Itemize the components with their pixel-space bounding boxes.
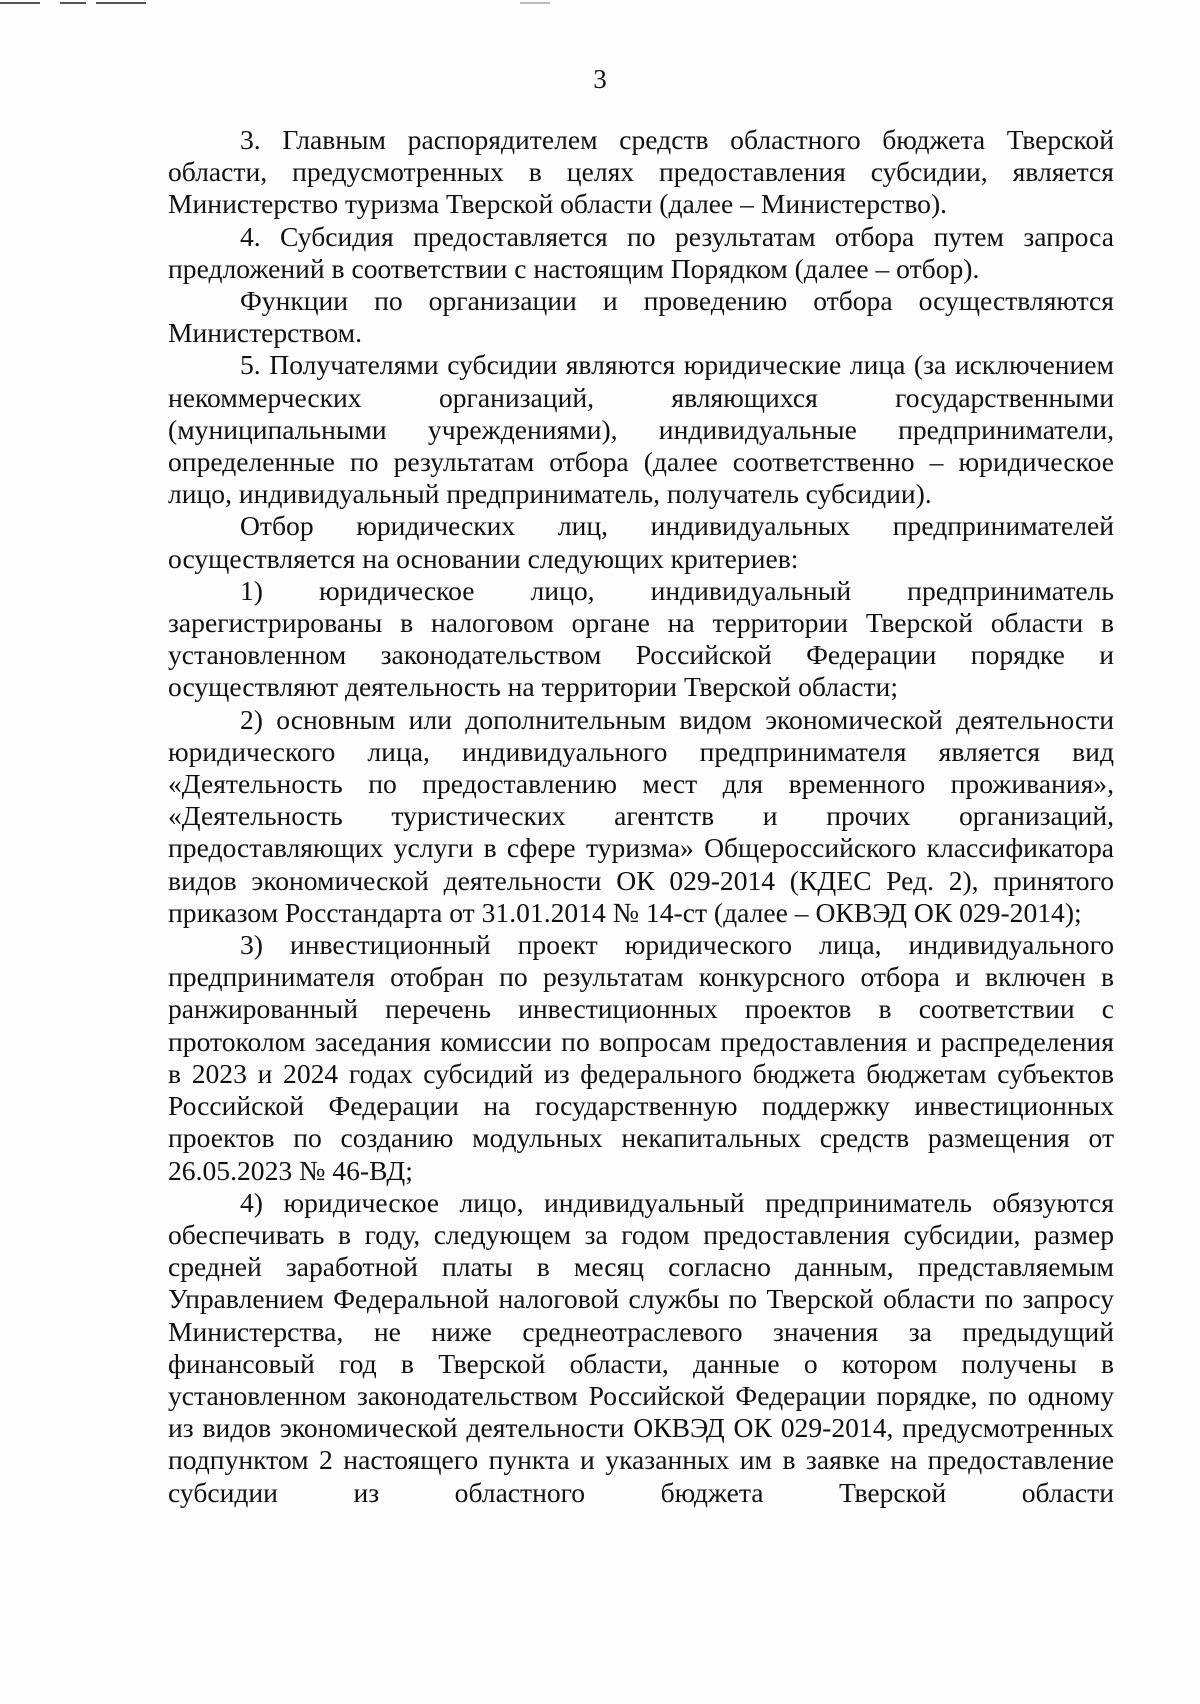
criterion-3: 3) инвестиционный проект юридического лица, индивидуального предпринимателя отобран по результатам конкурсного отбора и включен в ранжированный перечень инвестиционных проектов в соответствии с протоколом заседания комиссии по вопросам предоставления и распределения в 2023 и 2024 годах субсидий из федерального бюджета бюджетам субъектов Российской Федерации на государственную поддержку инвестиционных проектов по созданию модульных некапитальных средств размещения от 26.05.2023 № 46-ВД; bbox=[168, 929, 1114, 1186]
document-body bbox=[168, 124, 1114, 1509]
paragraph-3: 3. Главным распорядителем средств областного бюджета Тверской области, предусмотренных в целях предоставления субсидии, является Министерство туризма Тверской области (далее – Министерство). bbox=[168, 124, 1114, 220]
paragraph-functions: Функции по организации и проведению отбора осуществляются Министерством. bbox=[168, 285, 1114, 349]
paragraph-4: 4. Субсидия предоставляется по результатам отбора путем запроса предложений в соответствии с настоящим Порядком (далее – отбор). bbox=[168, 220, 1114, 284]
paragraph-selection-criteria: Отбор юридических лиц, индивидуальных предпринимателей осуществляется на основании следующих критериев: bbox=[168, 510, 1114, 574]
criterion-4: 4) юридическое лицо, индивидуальный предприниматель обязуются обеспечивать в году, следующем за годом предоставления субсидии, размер средней заработной платы в месяц согласно данным, представляемым Управлением Федеральной налоговой службы по Тверской области по запросу Министерства, не ниже среднеотраслевого значения за предыдущий финансовый год в Тверской области, данные о котором получены в установленном законодательством Российской Федерации порядке, по одному из видов экономической деятельности ОКВЭД ОК 029-2014, предусмотренных подпунктом 2 настоящего пункта и указанных им в заявке на предоставление субсидии из областного бюджета Тверской области bbox=[168, 1186, 1114, 1508]
criterion-2: 2) основным или дополнительным видом экономической деятельности юридического лица, индивидуального предпринимателя является вид «Деятельность по предоставлению мест для временного проживания», «Деятельность туристических агентств и прочих организаций, предоставляющих услуги в сфере туризма» Общероссийского классификатора видов экономической деятельности ОК 029-2014 (КДЕС Ред. 2), принятого приказом Росстандарта от 31.01.2014 № 14-ст (далее – ОКВЭД ОК 029-2014); bbox=[168, 703, 1114, 928]
scan-edge-marks bbox=[0, 0, 1200, 8]
page-number: 3 bbox=[593, 64, 607, 94]
paragraph-5: 5. Получателями субсидии являются юридические лица (за исключением некоммерческих организаций, являющихся государственными (муниципальными учреждениями), индивидуальные предприниматели, определенные по результатам отбора (далее соответственно – юридическое лицо, индивидуальный предприниматель, получатель субсидии). bbox=[168, 349, 1114, 510]
criterion-1: 1) юридическое лицо, индивидуальный предприниматель зарегистрированы в налоговом органе на территории Тверской области в установленном законодательством Российской Федерации порядке и осуществляют деятельность на территории Тверской области; bbox=[168, 574, 1114, 703]
